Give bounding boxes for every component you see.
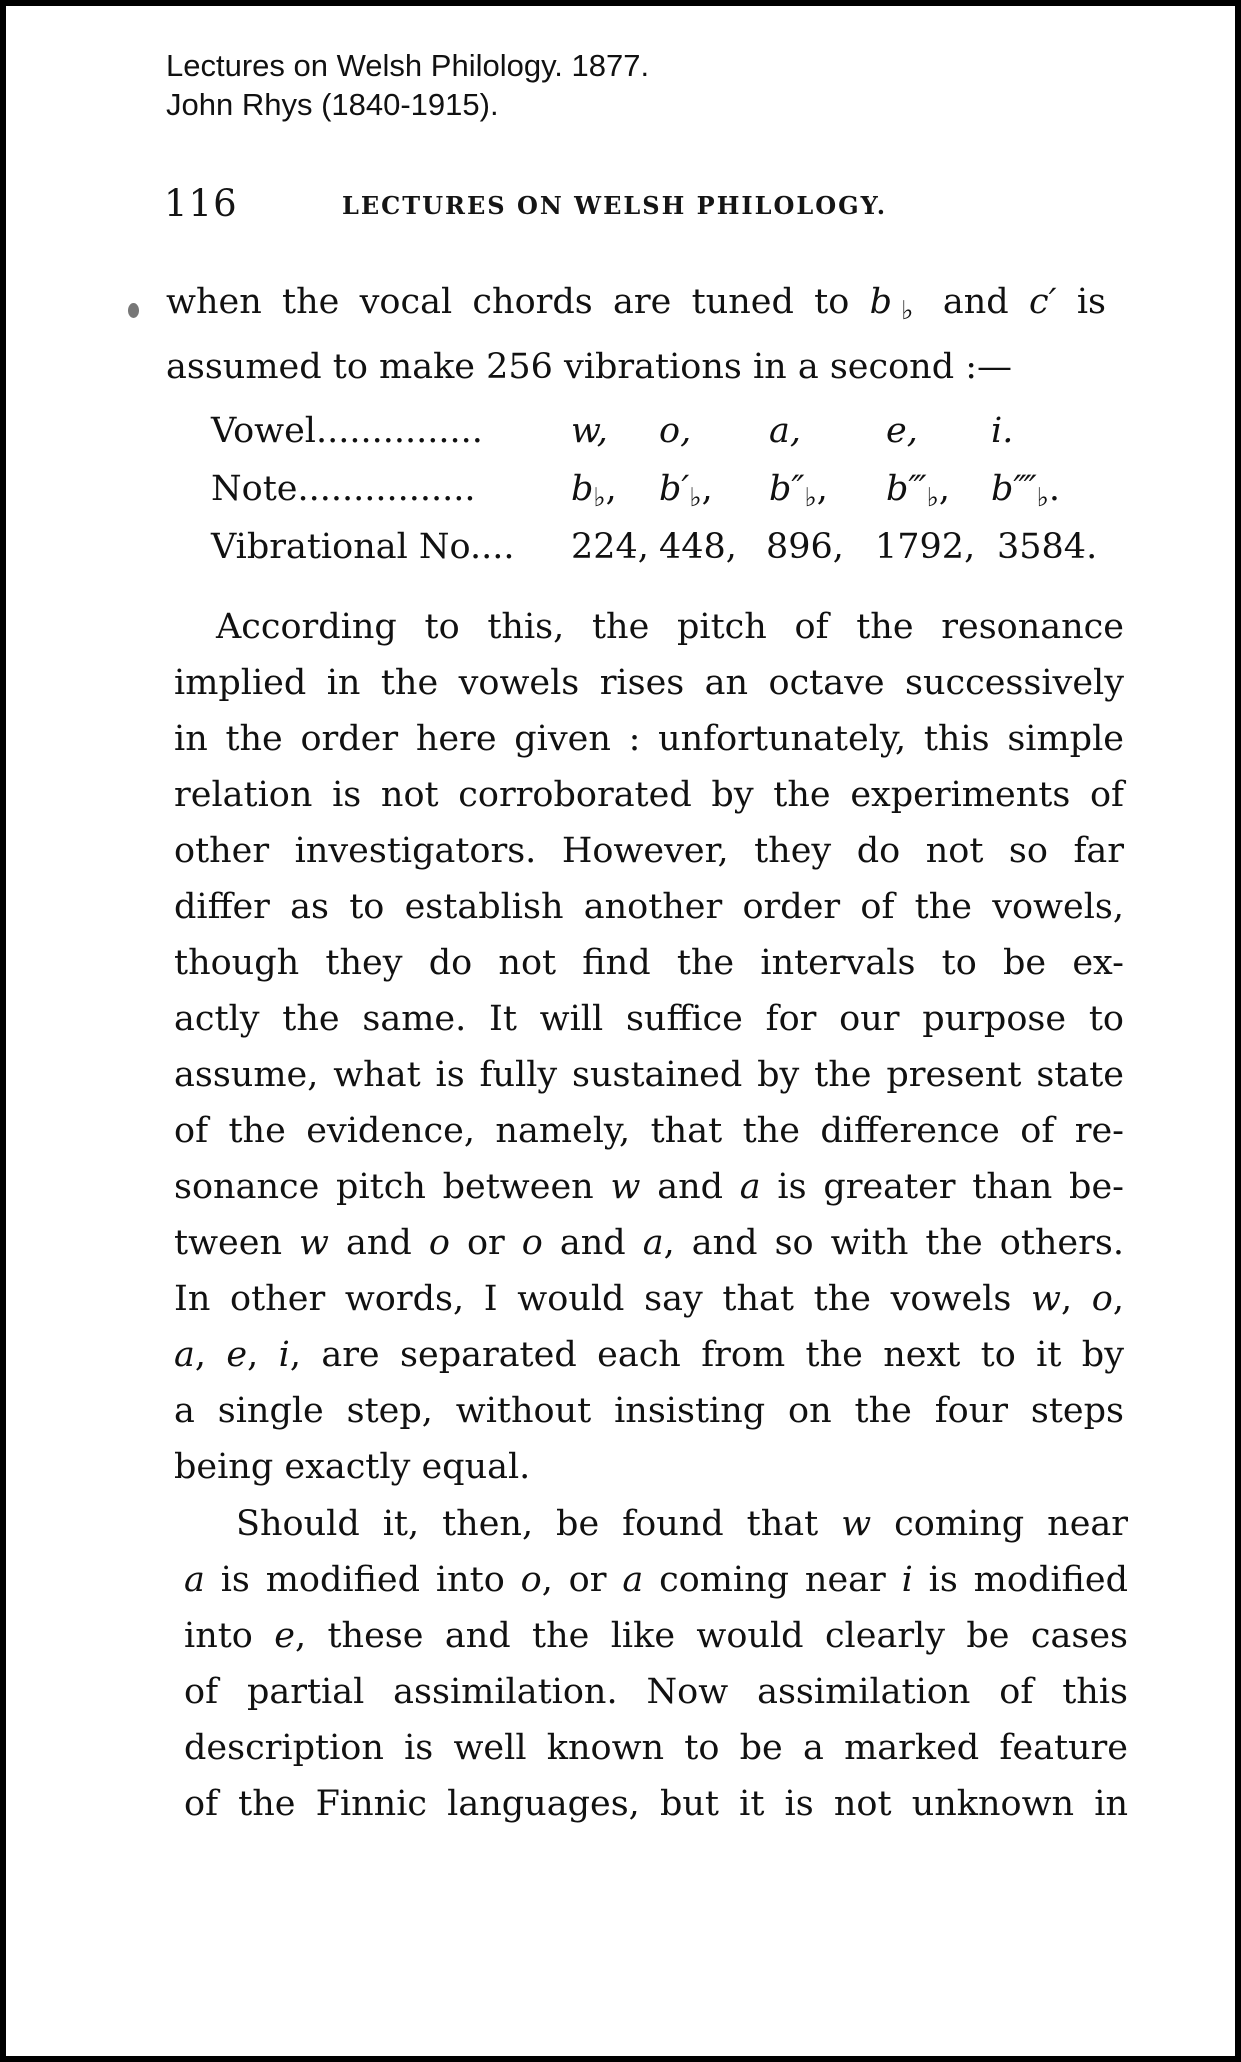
text-line: though they do not find the intervals to be ex- [174,943,1124,983]
caption-author: John Rhys (1840-1915). [166,87,499,122]
flat-symbol: ♭ [926,483,939,513]
vibration-cell: 448, [659,527,737,567]
text-line [184,1552,1128,1608]
text-line [184,1496,1128,1552]
italic-vowel: a [642,1223,664,1263]
flat-symbol: ♭ [593,483,606,513]
flat-symbol: ♭ [689,483,702,513]
caption-title: Lectures on Welsh Philology. 1877. [166,48,650,83]
note-row [211,469,1111,525]
note-base: b⁗ [991,469,1037,509]
text-line: in the order here given : unfortunately, this simple [174,719,1124,759]
italic-vowel: a [174,1335,195,1375]
text-run: In other words, I would say that the vowels [174,1279,1031,1319]
text-run: sonance pitch between [174,1167,611,1207]
note-punct: , [938,469,951,509]
vowel-cell: o, [659,411,692,451]
text-run: , [1060,1279,1092,1319]
note-base: b [571,469,594,509]
italic-vowel: i [278,1335,290,1375]
italic-vowel: a [622,1560,644,1600]
note-base: b′ [659,469,690,509]
italic-vowel: e [226,1335,248,1375]
flat-symbol: ♭ [1036,483,1049,513]
text-run: , these and the like would clearly be cases [294,1616,1128,1656]
text-run: , [1112,1279,1124,1319]
text-run: into [184,1616,275,1656]
intro-text [166,274,1106,395]
text-line: a single step, without insisting on the four steps [174,1391,1124,1431]
text-line: of the Finnic languages, but it is not unknown in [184,1784,1128,1824]
text-run: , and so with the others. [663,1223,1124,1263]
note-punct: . [1048,469,1061,509]
italic-vowel: o [520,1560,542,1600]
flat-symbol: ♭ [892,296,923,326]
italic-vowel: o [1091,1279,1113,1319]
note-base: b″ [769,469,805,509]
text-run: and [922,282,1029,322]
paragraph-2 [184,1496,1128,1832]
intro-line-1 [166,274,1106,339]
vowel-cell: i. [991,411,1014,451]
text-line: of partial assimilation. Now assimilation of this [184,1672,1128,1712]
text-line [184,1608,1128,1664]
note-cell [769,469,828,513]
page-header [164,182,1024,226]
italic-vowel: a [184,1560,205,1600]
text-line: other investigators. However, they do not so far [174,831,1124,871]
text-line: description is well known to be a marked feature [184,1728,1128,1768]
italic-vowel: o [428,1223,450,1263]
text-run: is modified into [204,1560,521,1600]
note-base: b‴ [886,469,927,509]
text-line: implied in the vowels rises an octave successively [174,663,1124,703]
text-run: tween [174,1223,300,1263]
vowel-cell: a, [769,411,801,451]
text-run: coming near [643,1560,902,1600]
caption [166,46,649,124]
vowel-cell: w, [571,411,608,451]
text-line [174,1215,1124,1271]
text-line: actly the same. It will suffice for our purpose to [174,999,1124,1039]
vibration-label: Vibrational No.... [211,527,515,567]
vibration-cell: 1792, [875,527,976,567]
text-run: is modified [912,1560,1129,1600]
vowel-row [211,411,1111,467]
text-run: or [449,1223,522,1263]
vibration-cell: 224, [571,527,649,567]
text-line: relation is not corroborated by the experiments of [174,775,1124,815]
text-run: is greater than be- [760,1167,1125,1207]
text-line: assume, what is fully sustained by the present state [174,1055,1124,1095]
text-line [174,1327,1124,1383]
italic-vowel: e [274,1616,295,1656]
text-run: and [328,1223,429,1263]
text-run: , are separated each from the next to it by [289,1335,1124,1375]
running-title: LECTURES ON WELSH PHILOLOGY. [342,191,888,220]
text-run: , [194,1335,227,1375]
note-symbol: b [869,282,893,322]
italic-vowel: w [1031,1279,1061,1319]
vibration-row [211,527,1111,583]
text-run: and [542,1223,643,1263]
italic-vowel: w [610,1167,641,1207]
text-run: Should it, then, be found that [236,1504,842,1544]
text-line [174,1271,1124,1327]
note-symbol: c′ [1029,282,1057,322]
italic-vowel: w [299,1223,329,1263]
flat-symbol: ♭ [804,483,817,513]
text-run: is [1056,282,1107,322]
note-cell [886,469,950,513]
note-punct: , [605,469,617,509]
page-number: 116 [164,182,238,225]
vowel-label: Vowel............... [211,411,483,451]
text-line: of the evidence, namely, that the difference of re- [174,1111,1124,1151]
vibration-cell: 896, [766,527,844,567]
text-line: According to this, the pitch of the resonance [216,607,1124,647]
italic-vowel: i [901,1560,913,1600]
text-run: , or [541,1560,623,1600]
vibration-cell: 3584. [997,527,1098,567]
italic-vowel: a [739,1167,761,1207]
text-line: being exactly equal. [174,1447,531,1487]
text-line [174,1159,1124,1215]
margin-mark [128,303,139,318]
text-run: , [247,1335,279,1375]
text-line: differ as to establish another order of the vowels, [174,887,1124,927]
note-punct: , [816,469,828,509]
note-cell [991,469,1060,513]
note-cell [659,469,713,513]
text-run: and [640,1167,740,1207]
text-run: when the vocal chords are tuned to [166,282,870,322]
vowel-table [211,411,1111,586]
italic-vowel: o [521,1223,543,1263]
note-cell [571,469,617,513]
text-run: coming near [871,1504,1128,1544]
italic-vowel: w [841,1504,872,1544]
note-label: Note................ [211,469,476,509]
note-punct: , [701,469,713,509]
paragraph-1 [174,599,1124,1495]
vowel-cell: e, [886,411,918,451]
intro-line-2: assumed to make 256 vibrations in a second :— [166,347,1013,387]
